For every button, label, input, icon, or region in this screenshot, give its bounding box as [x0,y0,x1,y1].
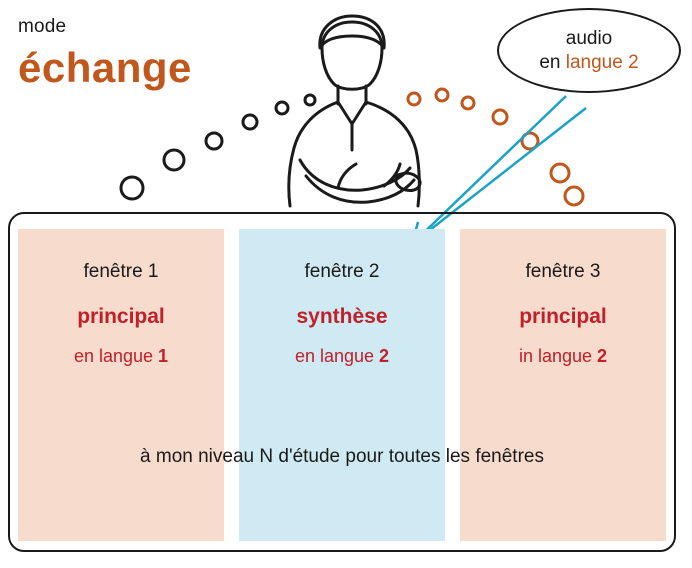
window-3-language [460,346,666,367]
window-3-title: fenêtre 3 [525,261,601,282]
window-1-title: fenêtre 1 [83,261,159,282]
mode-label: mode [18,16,67,37]
window-2-language-prefix: en langue [294,346,380,366]
window-2-language [239,346,445,367]
window-1-language [18,346,224,367]
window-1-language-number: 1 [158,346,169,366]
window-column-2 [239,229,445,541]
speech-bubble-audio [497,8,681,93]
bubble-line-audio: audio [565,27,613,49]
bubble-line-language [539,51,638,75]
sound-bubbles-decoration [121,89,583,205]
window-3-role: principal [519,305,607,328]
window-3-language-number: 2 [597,346,608,366]
window-2-language-number: 2 [379,346,390,366]
footnote-text: à mon niveau N d'étude pour toutes les fenêtres [140,446,544,467]
window-2-role: synthèse [296,305,388,328]
page-title: échange [18,44,192,91]
window-1-language-prefix: en langue [73,346,159,366]
window-2-title: fenêtre 2 [304,261,380,282]
windows-columns [8,212,676,552]
window-column-3 [460,229,666,541]
bubble-line-language-prefix: en [539,51,566,73]
window-1-role: principal [77,305,165,328]
person-illustration [289,16,420,206]
bubble-line-language-accent: langue 2 [565,51,639,73]
window-3-language-prefix: in langue [518,346,598,366]
window-column-1 [18,229,224,541]
